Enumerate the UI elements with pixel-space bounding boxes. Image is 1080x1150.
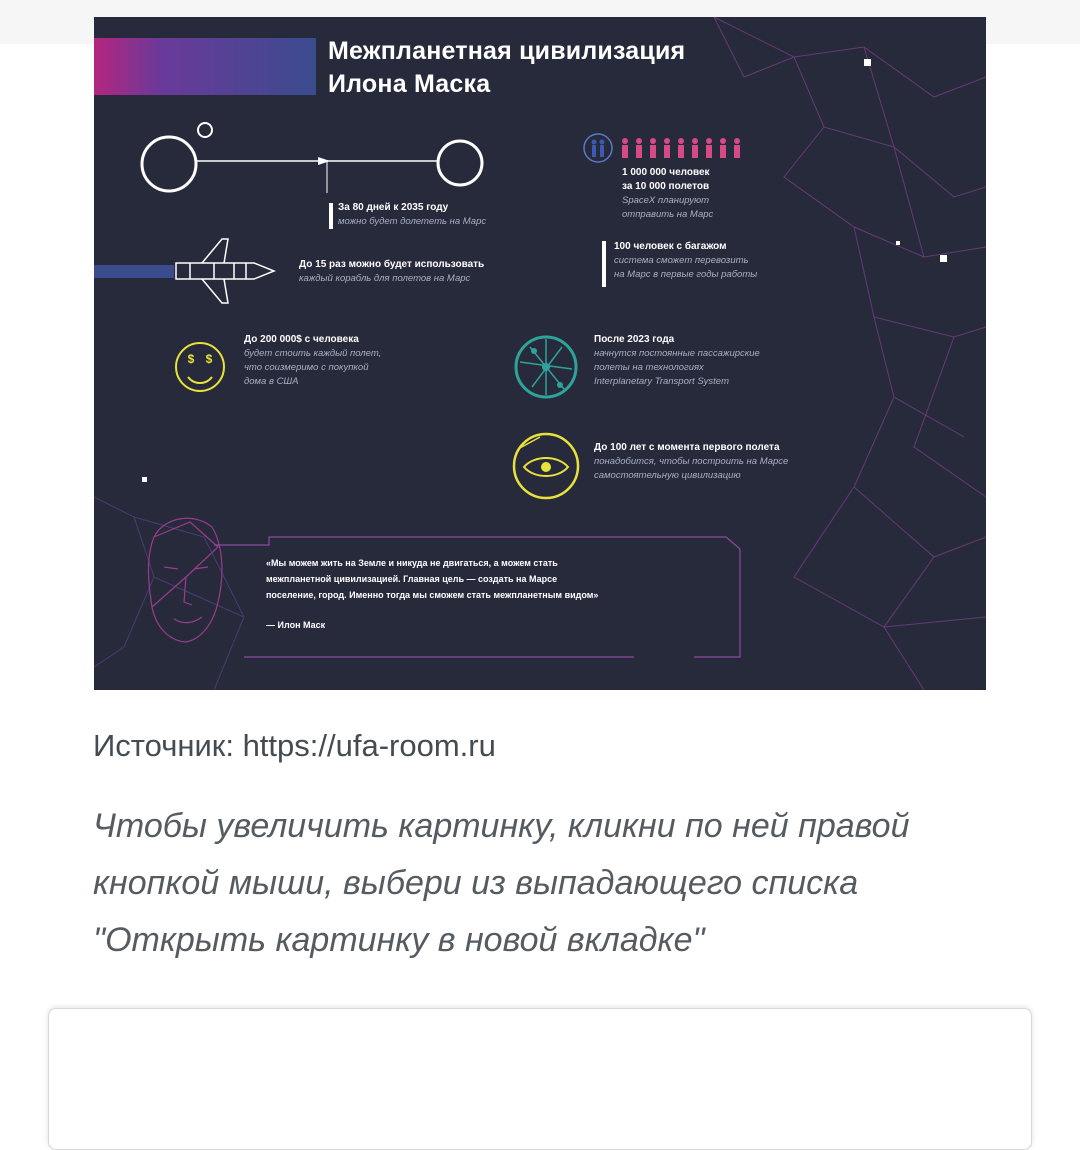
source-caption: Источник: https://ufa-room.ru — [93, 728, 496, 763]
fact-reuse-head: До 15 раз можно будет использовать — [299, 259, 485, 270]
fact-reuse-body: каждый корабль для полетов на Марс — [299, 273, 471, 284]
fact-people-body2: отправить на Марс — [622, 209, 714, 220]
fact-days — [338, 201, 486, 229]
fact-people-body1: SpaceX планируют — [622, 195, 710, 206]
fact-people — [622, 166, 713, 222]
fact-cost-body3: дома в США — [244, 376, 299, 387]
earth-circle — [142, 137, 196, 191]
eye-icon — [514, 434, 578, 498]
svg-text:$: $ — [187, 352, 195, 366]
zoom-hint-line3: "Открыть картинку в новой вкладке" — [93, 921, 705, 959]
fact-baggage-body1: система сможет перевозить — [614, 255, 749, 266]
fact-people-head1: 1 000 000 человек — [622, 167, 710, 178]
fact-century — [594, 441, 788, 483]
fact-marker-bar — [329, 203, 333, 229]
fact-century-body1: понадобится, чтобы построить на Марсе — [594, 456, 789, 467]
fact-century-head: До 100 лет с момента первого полета — [594, 442, 780, 453]
fact-after2023-head: После 2023 года — [594, 334, 675, 345]
fact-reuse — [299, 258, 484, 286]
zoom-hint — [93, 798, 1033, 969]
people-icon — [584, 134, 740, 162]
fact-cost-head: До 200 000$ с человека — [244, 334, 359, 345]
fact-after2023 — [594, 333, 760, 389]
title-gradient-bar — [94, 38, 316, 95]
fact-people-head2: за 10 000 полетов — [622, 181, 710, 192]
fact-after2023-body1: начнутся постоянные пассажирские — [594, 348, 760, 359]
infographic-title-line1: Межпланетная цивилизация — [328, 37, 686, 65]
fact-after2023-body2: полеты на технологиях — [594, 362, 704, 373]
infographic-title-line2: Илона Маска — [328, 70, 491, 98]
musk-quote — [266, 555, 598, 633]
fact-century-body2: самостоятельную цивилизацию — [594, 470, 741, 481]
infographic-image[interactable] — [94, 17, 986, 690]
fact-days-head: За 80 дней к 2035 году — [338, 202, 449, 213]
svg-text:$: $ — [205, 352, 213, 366]
fact-baggage-body2: на Марс в первые годы работы — [614, 269, 758, 280]
fact-baggage — [614, 240, 757, 282]
network-globe-icon — [516, 337, 576, 397]
fact-cost-body1: будет стоить каждый полет, — [244, 348, 382, 359]
zoom-hint-line1: Чтобы увеличить картинку, кликни по ней правой — [93, 807, 910, 845]
fact-baggage-head: 100 человек с багажом — [614, 241, 727, 252]
fact-marker-bar — [602, 241, 606, 287]
quote-line2: межпланетной цивилизацией. Главная цель — создать на Марсе — [266, 574, 558, 584]
quote-author: — Илон Маск — [266, 620, 326, 630]
fact-cost — [244, 333, 381, 389]
content-card — [48, 1008, 1032, 1150]
fact-cost-body2: что соизмеримо с покупкой — [244, 362, 369, 373]
quote-line1: «Мы можем жить на Земле и никуда не двигаться, а можем стать — [266, 558, 558, 568]
rocket-icon — [94, 239, 274, 303]
mars-circle — [438, 141, 482, 185]
fact-days-body: можно будет долететь на Марс — [338, 216, 487, 227]
quote-line3: поселение, город. Именно тогда мы сможем стать межпланетным видом» — [266, 590, 599, 600]
money-smiley-icon — [176, 343, 224, 391]
fact-after2023-body3: Interplanetary Transport System — [594, 376, 729, 387]
zoom-hint-line2: кнопкой мыши, выбери из выпадающего списка — [93, 864, 859, 902]
